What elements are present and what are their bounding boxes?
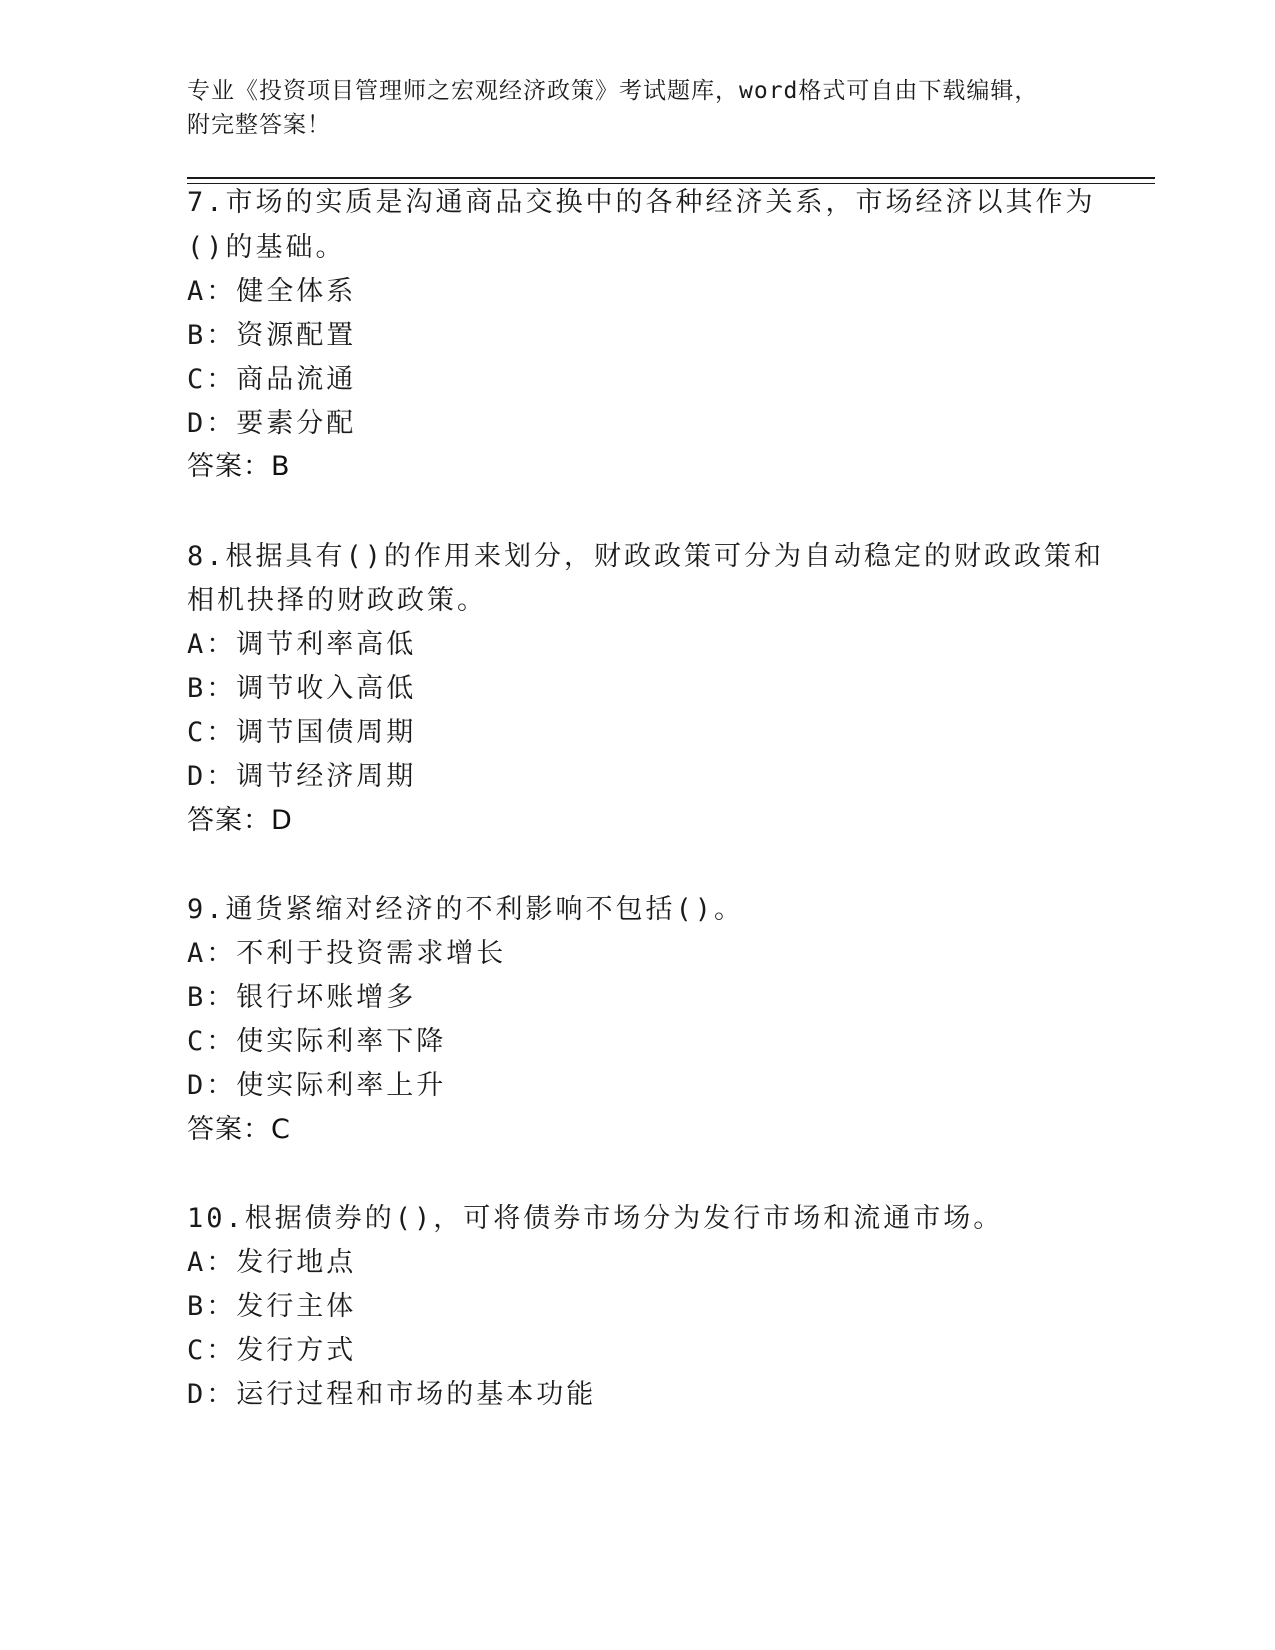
question-7-option-a: A：健全体系: [187, 276, 357, 307]
header-line-1: 专业《投资项目管理师之宏观经济政策》考试题库，word格式可自由下载编辑，: [187, 78, 1039, 104]
question-7-stem-line-1: 7.市场的实质是沟通商品交换中的各种经济关系，市场经济以其作为: [187, 187, 1096, 218]
question-9-option-b: B：银行坏账增多: [187, 982, 417, 1013]
question-8-stem-line-2: 相机抉择的财政政策。: [187, 585, 487, 616]
question-9-stem-line-1: 9.通货紧缩对经济的不利影响不包括()。: [187, 894, 745, 925]
question-10-option-a: A：发行地点: [187, 1247, 357, 1278]
question-8-option-d: D：调节经济周期: [187, 761, 417, 792]
question-8-option-c: C：调节国债周期: [187, 717, 417, 748]
question-10-option-d: D：运行过程和市场的基本功能: [187, 1379, 597, 1410]
question-10-option-b: B：发行主体: [187, 1291, 357, 1322]
header-divider-thick: [187, 177, 1155, 179]
question-7-option-d: D：要素分配: [187, 408, 357, 439]
question-7-stem-line-2: ()的基础。: [187, 232, 346, 263]
header-divider-thin: [187, 183, 1155, 184]
question-10-stem-line-1: 10.根据债券的()，可将债券市场分为发行市场和流通市场。: [187, 1203, 1004, 1234]
question-9-option-a: A：不利于投资需求增长: [187, 938, 507, 969]
question-8-stem-line-1: 8.根据具有()的作用来划分，财政政策可分为自动稳定的财政政策和: [187, 541, 1105, 572]
question-8-option-a: A：调节利率高低: [187, 629, 417, 660]
question-9-answer: 答案：C: [187, 1114, 291, 1145]
question-9-option-c: C：使实际利率下降: [187, 1026, 447, 1057]
question-8-option-b: B：调节收入高低: [187, 673, 417, 704]
question-7-option-c: C：商品流通: [187, 364, 357, 395]
header-line-2: 附完整答案！: [187, 112, 331, 138]
question-10-option-c: C：发行方式: [187, 1335, 357, 1366]
question-7-answer: 答案：B: [187, 451, 291, 482]
question-7-option-b: B：资源配置: [187, 320, 357, 351]
question-8-answer: 答案：D: [187, 805, 293, 836]
question-9-option-d: D：使实际利率上升: [187, 1070, 447, 1101]
document-header: [187, 74, 1087, 142]
